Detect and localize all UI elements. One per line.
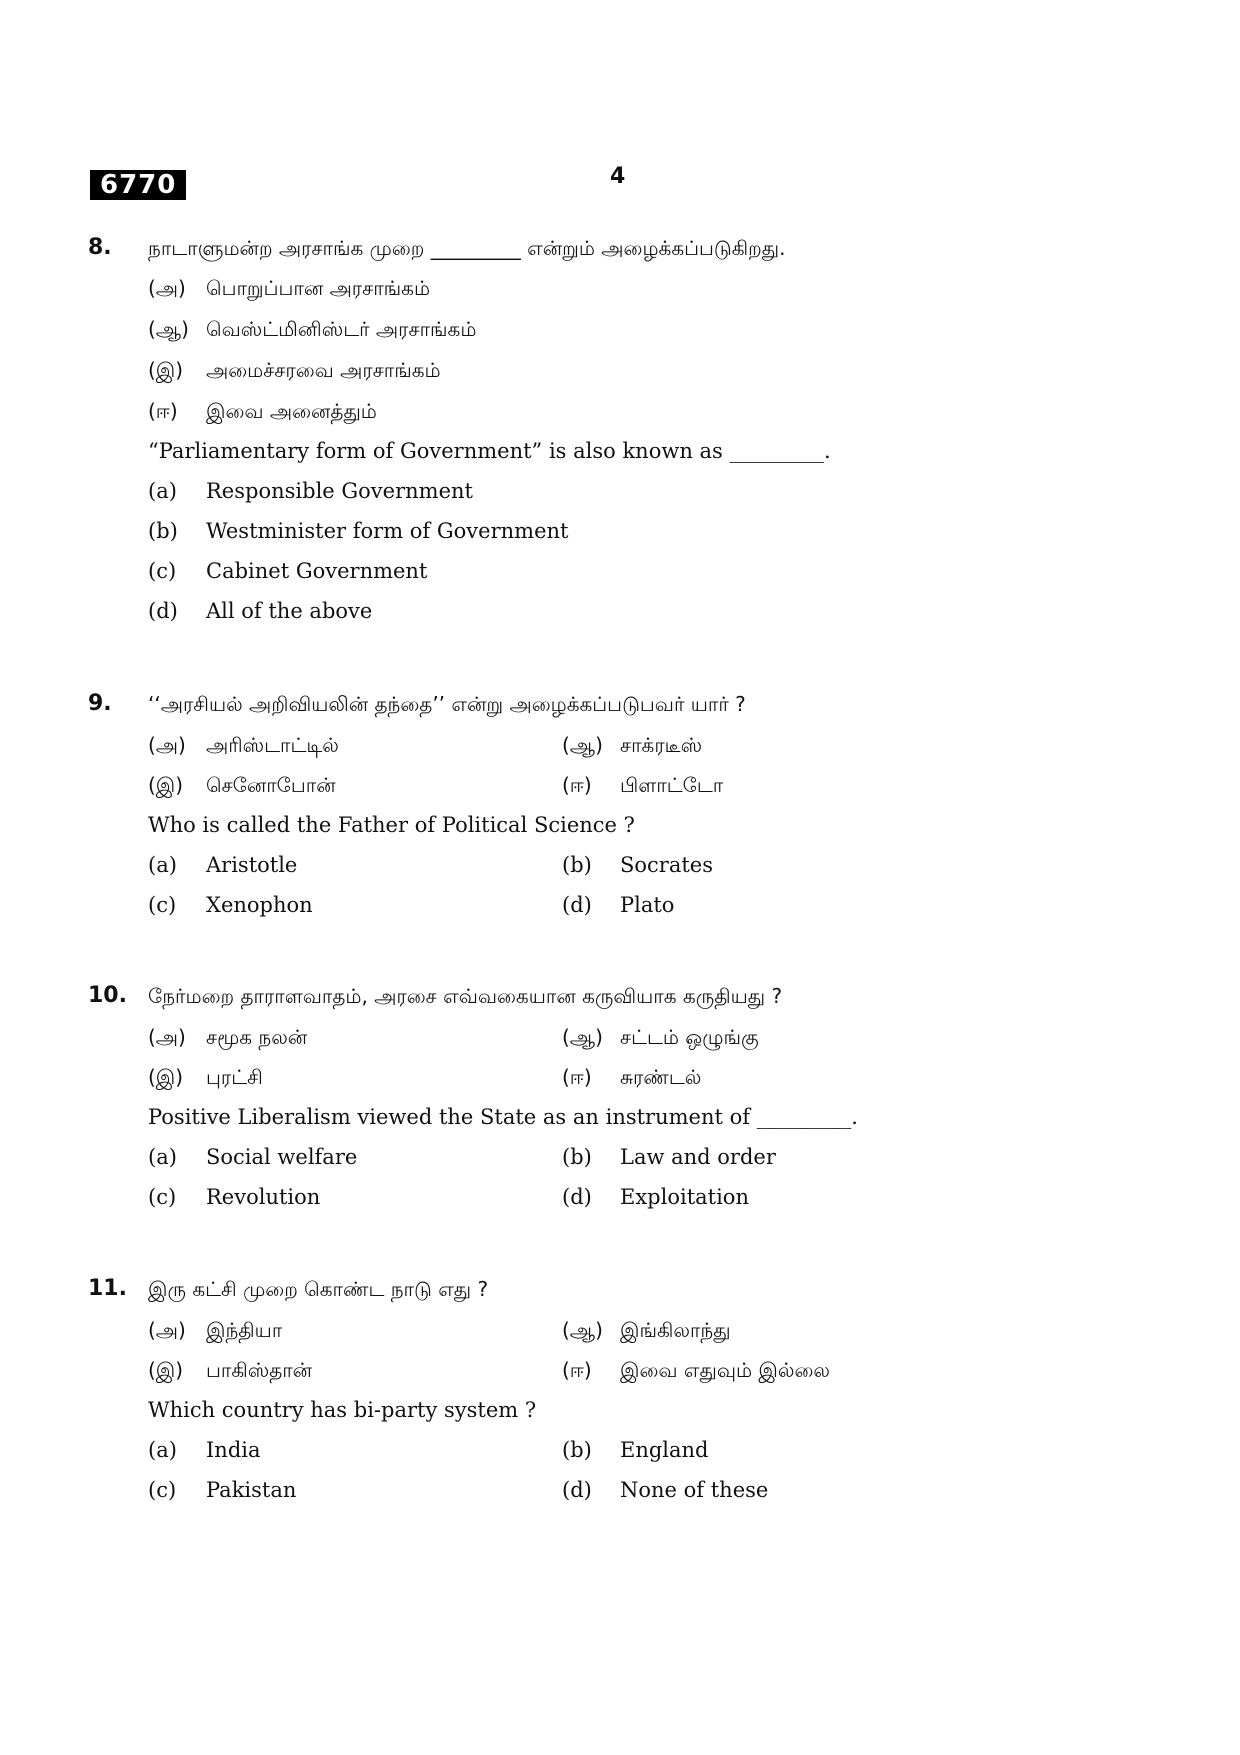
option-label: (ஆ) — [562, 733, 603, 757]
option-text: சாக்ரடீஸ் — [620, 733, 703, 757]
option-label: (b) — [562, 1145, 592, 1169]
option-text: சட்டம் ஒழுங்கு — [620, 1025, 759, 1049]
option-text: Xenophon — [206, 893, 313, 917]
option-label: (b) — [562, 1438, 592, 1462]
option-text: Responsible Government — [206, 479, 473, 503]
option-text: Plato — [620, 893, 675, 917]
tamil-option — [148, 273, 430, 303]
option-text: அமைச்சரவை அரசாங்கம் — [206, 358, 441, 382]
english-option — [148, 890, 313, 920]
option-label: (c) — [148, 1185, 177, 1209]
option-label: (அ) — [148, 1318, 186, 1342]
tamil-option — [148, 355, 441, 385]
english-question-text: Which country has bi-party system ? — [148, 1398, 537, 1422]
option-text: இவை எதுவும் இல்லை — [620, 1358, 830, 1382]
tamil-option — [562, 1022, 759, 1052]
option-label: (a) — [148, 1438, 177, 1462]
english-option — [562, 1475, 768, 1505]
option-label: (ஈ) — [148, 399, 178, 423]
option-text: பொறுப்பான அரசாங்கம் — [206, 276, 431, 300]
option-text: செனோபோன் — [206, 773, 336, 797]
page-number: 4 — [610, 164, 626, 189]
option-label: (ஆ) — [148, 317, 189, 341]
tamil-option — [562, 730, 702, 760]
option-label: (d) — [562, 1185, 592, 1209]
option-label: (அ) — [148, 733, 186, 757]
question-number: 9. — [88, 691, 112, 716]
question-number: 10. — [88, 983, 127, 1008]
option-text: வெஸ்ட்மினிஸ்டர் அரசாங்கம் — [206, 317, 477, 341]
option-text: சுரண்டல் — [620, 1065, 702, 1089]
option-text: அரிஸ்டாட்டில் — [206, 733, 339, 757]
option-text: Aristotle — [206, 853, 298, 877]
option-text: புரட்சி — [206, 1065, 263, 1089]
english-option — [562, 1142, 776, 1172]
option-text: None of these — [620, 1478, 769, 1502]
option-label: (a) — [148, 1145, 177, 1169]
paper-code-box: 6770 — [90, 170, 186, 200]
option-label: (d) — [562, 893, 592, 917]
option-label: (ஈ) — [562, 1065, 592, 1089]
option-text: Socrates — [620, 853, 713, 877]
option-label: (ஆ) — [562, 1025, 603, 1049]
option-label: (b) — [148, 519, 178, 543]
english-question-text: “Parliamentary form of Government” is also known as _________. — [148, 439, 831, 463]
english-option — [148, 596, 372, 626]
tamil-question-text: இரு கட்சி முறை கொண்ட நாடு எது ? — [148, 1277, 489, 1301]
english-option — [562, 1182, 749, 1212]
option-label: (b) — [562, 853, 592, 877]
option-label: (அ) — [148, 276, 186, 300]
tamil-question-text: ‘‘அரசியல் அறிவியலின் தந்தை’’ என்று அழைக்கப்படுபவர் யார் ? — [148, 692, 746, 716]
english-option — [148, 1475, 296, 1505]
tamil-option — [562, 1355, 830, 1385]
tamil-option — [562, 1315, 731, 1345]
option-text: Cabinet Government — [206, 559, 428, 583]
tamil-question-text: நாடாளுமன்ற அரசாங்க முறை _________ என்றும் அழைக்கப்படுகிறது. — [148, 236, 786, 260]
option-label: (a) — [148, 479, 177, 503]
option-text: Exploitation — [620, 1185, 749, 1209]
option-label: (அ) — [148, 1025, 186, 1049]
english-option — [562, 1435, 709, 1465]
question-number: 11. — [88, 1276, 127, 1301]
english-option — [562, 890, 674, 920]
option-text: பாகிஸ்தான் — [206, 1358, 313, 1382]
english-question-text: Who is called the Father of Political Science ? — [148, 813, 635, 837]
option-text: India — [206, 1438, 261, 1462]
tamil-option — [562, 1062, 701, 1092]
option-text: இங்கிலாந்து — [620, 1318, 731, 1342]
option-label: (இ) — [148, 773, 184, 797]
option-text: இந்தியா — [206, 1318, 283, 1342]
option-text: England — [620, 1438, 709, 1462]
option-text: All of the above — [206, 599, 373, 623]
option-label: (ஆ) — [562, 1318, 603, 1342]
option-text: Pakistan — [206, 1478, 297, 1502]
tamil-option — [148, 1355, 312, 1385]
option-text: இவை அனைத்தும் — [206, 399, 377, 423]
option-label: (c) — [148, 893, 177, 917]
option-label: (a) — [148, 853, 177, 877]
english-option — [148, 556, 427, 586]
question-number: 8. — [88, 235, 112, 260]
english-question-text: Positive Liberalism viewed the State as an instrument of _________. — [148, 1105, 858, 1129]
tamil-option — [148, 1022, 307, 1052]
option-label: (ஈ) — [562, 1358, 592, 1382]
option-label: (c) — [148, 559, 177, 583]
english-option — [148, 476, 473, 506]
option-text: Social welfare — [206, 1145, 358, 1169]
tamil-option — [148, 1062, 263, 1092]
english-option — [148, 1142, 357, 1172]
option-text: Revolution — [206, 1185, 321, 1209]
tamil-option — [148, 730, 339, 760]
english-option — [148, 516, 568, 546]
option-label: (ஈ) — [562, 773, 592, 797]
option-label: (இ) — [148, 1065, 184, 1089]
english-option — [148, 1182, 320, 1212]
option-text: சமூக நலன் — [206, 1025, 308, 1049]
english-option — [562, 850, 713, 880]
tamil-option — [148, 770, 336, 800]
english-option — [148, 1435, 261, 1465]
option-text: Westminister form of Government — [206, 519, 569, 543]
option-text: பிளாட்டோ — [620, 773, 724, 797]
english-option — [148, 850, 297, 880]
option-label: (d) — [148, 599, 178, 623]
option-label: (d) — [562, 1478, 592, 1502]
tamil-option — [562, 770, 723, 800]
option-label: (இ) — [148, 1358, 184, 1382]
option-label: (இ) — [148, 358, 184, 382]
option-label: (c) — [148, 1478, 177, 1502]
tamil-question-text: நேர்மறை தாராளவாதம், அரசை எவ்வகையான கருவியாக கருதியது ? — [148, 984, 783, 1008]
tamil-option — [148, 314, 476, 344]
tamil-option — [148, 396, 377, 426]
option-text: Law and order — [620, 1145, 776, 1169]
tamil-option — [148, 1315, 282, 1345]
